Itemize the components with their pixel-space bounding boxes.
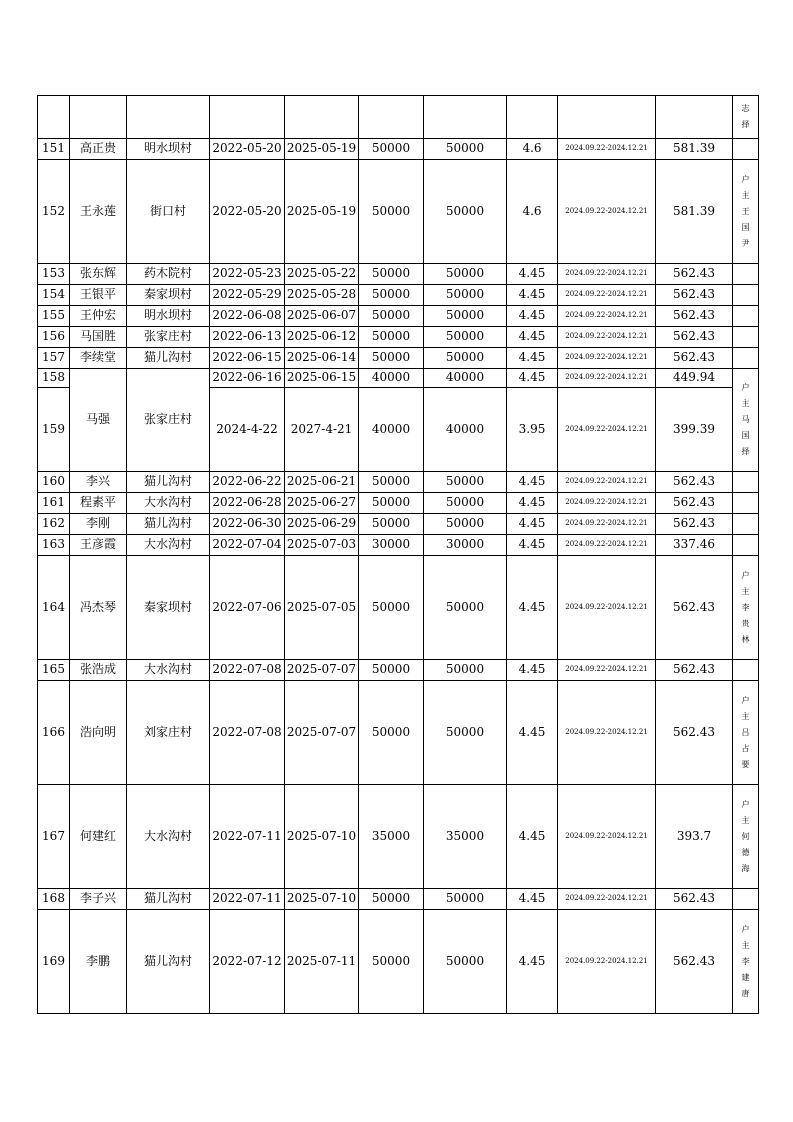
table-row (38, 472, 759, 493)
table-row (38, 348, 759, 369)
cell-balance: 50000 (424, 139, 507, 160)
cell-rate: 4.6 (507, 139, 558, 160)
cell-village: 秦家坝村 (127, 285, 210, 306)
cell-note (733, 285, 759, 306)
cell-note (733, 139, 759, 160)
cell-amount: 50000 (359, 681, 424, 785)
cell-period: 2024.09.22-2024.12.21 (558, 660, 656, 681)
loan-interest-table (37, 95, 759, 1014)
cell-amount: 50000 (359, 556, 424, 660)
table-row (38, 285, 759, 306)
cell-name: 李鹏 (70, 910, 127, 1014)
cell-no: 168 (38, 889, 70, 910)
cell-no: 169 (38, 910, 70, 1014)
cell-period: 2024.09.22-2024.12.21 (558, 785, 656, 889)
cell-no: 156 (38, 327, 70, 348)
cell-amount: 40000 (359, 369, 424, 388)
cell-no: 154 (38, 285, 70, 306)
cell-amount: 35000 (359, 785, 424, 889)
cell-no: 161 (38, 493, 70, 514)
cell-rate: 4.45 (507, 556, 558, 660)
cell-balance: 50000 (424, 681, 507, 785)
cell-interest: 562.43 (656, 556, 733, 660)
cell-amount (359, 96, 424, 139)
cell-period: 2024.09.22-2024.12.21 (558, 472, 656, 493)
cell-end-date: 2025-06-14 (285, 348, 359, 369)
cell-note (733, 472, 759, 493)
cell-no: 157 (38, 348, 70, 369)
cell-period: 2024.09.22-2024.12.21 (558, 910, 656, 1014)
cell-village: 大水沟村 (127, 785, 210, 889)
cell-balance: 50000 (424, 327, 507, 348)
note-char: 择 (741, 120, 750, 129)
cell-no: 152 (38, 160, 70, 264)
note-char: 户 (741, 383, 750, 392)
cell-no: 163 (38, 535, 70, 556)
table-row (38, 889, 759, 910)
note-text (733, 926, 758, 998)
cell-period (558, 96, 656, 139)
cell-interest: 449.94 (656, 369, 733, 388)
cell-rate: 4.45 (507, 493, 558, 514)
note-char: 主 (741, 399, 750, 408)
cell-start-date: 2022-05-20 (210, 160, 285, 264)
cell-interest: 562.43 (656, 306, 733, 327)
note-char: 户 (741, 570, 750, 580)
cell-rate: 4.45 (507, 264, 558, 285)
cell-period: 2024.09.22-2024.12.21 (558, 681, 656, 785)
cell-interest: 581.39 (656, 160, 733, 264)
cell-end-date: 2025-07-07 (285, 681, 359, 785)
cell-end-date: 2027-4-21 (285, 388, 359, 472)
cell-note (733, 306, 759, 327)
cell-period: 2024.09.22-2024.12.21 (558, 348, 656, 369)
cell-start-date: 2022-07-04 (210, 535, 285, 556)
cell-period: 2024.09.22-2024.12.21 (558, 388, 656, 472)
table-row (38, 160, 759, 264)
note-char: 尹 (741, 238, 750, 248)
cell-rate: 4.45 (507, 306, 558, 327)
note-char: 主 (741, 940, 750, 950)
note-char: 王 (741, 206, 750, 216)
cell-village: 猫儿沟村 (127, 889, 210, 910)
cell-end-date: 2025-07-11 (285, 910, 359, 1014)
cell-amount: 50000 (359, 285, 424, 306)
note-char: 主 (741, 711, 750, 721)
cell-interest (656, 96, 733, 139)
cell-balance: 40000 (424, 369, 507, 388)
table-row (38, 139, 759, 160)
table-row (38, 660, 759, 681)
cell-period: 2024.09.22-2024.12.21 (558, 327, 656, 348)
cell-period: 2024.09.22-2024.12.21 (558, 556, 656, 660)
cell-end-date: 2025-07-07 (285, 660, 359, 681)
cell-interest: 562.43 (656, 889, 733, 910)
cell-balance: 50000 (424, 472, 507, 493)
cell-rate: 4.45 (507, 472, 558, 493)
cell-note (733, 348, 759, 369)
cell-no: 167 (38, 785, 70, 889)
cell-amount: 50000 (359, 264, 424, 285)
cell-name: 程素平 (70, 493, 127, 514)
cell-rate: 4.45 (507, 327, 558, 348)
cell-no: 166 (38, 681, 70, 785)
note-char: 林 (741, 634, 750, 644)
note-char: 吕 (741, 727, 750, 737)
note-char: 主 (741, 815, 750, 825)
note-char: 建 (741, 972, 750, 982)
cell-rate: 3.95 (507, 388, 558, 472)
cell-start-date: 2024-4-22 (210, 388, 285, 472)
cell-no: 162 (38, 514, 70, 535)
cell-end-date: 2025-06-15 (285, 369, 359, 388)
cell-period: 2024.09.22-2024.12.21 (558, 514, 656, 535)
cell-name: 冯杰琴 (70, 556, 127, 660)
cell-start-date: 2022-05-20 (210, 139, 285, 160)
cell-note (733, 160, 759, 264)
table-row (38, 910, 759, 1014)
note-text (733, 176, 758, 248)
cell-start-date: 2022-07-12 (210, 910, 285, 1014)
cell-note (733, 369, 759, 472)
note-char: 何 (741, 831, 750, 841)
cell-note (733, 264, 759, 285)
cell-interest: 562.43 (656, 681, 733, 785)
cell-period: 2024.09.22-2024.12.21 (558, 285, 656, 306)
cell-note (733, 681, 759, 785)
cell-rate (507, 96, 558, 139)
cell-end-date: 2025-07-05 (285, 556, 359, 660)
cell-name: 王永莲 (70, 160, 127, 264)
note-char: 要 (741, 759, 750, 769)
table-row (38, 306, 759, 327)
cell-rate: 4.45 (507, 681, 558, 785)
cell-note (733, 910, 759, 1014)
note-char: 志 (741, 104, 750, 113)
cell-end-date: 2025-07-03 (285, 535, 359, 556)
cell-end-date: 2025-06-27 (285, 493, 359, 514)
cell-name: 浩向明 (70, 681, 127, 785)
table-row (38, 493, 759, 514)
note-char: 择 (741, 447, 750, 456)
note-char: 德 (741, 847, 750, 857)
cell-balance: 50000 (424, 910, 507, 1014)
cell-name: 李子兴 (70, 889, 127, 910)
cell-name: 王银平 (70, 285, 127, 306)
cell-name: 马国胜 (70, 327, 127, 348)
cell-period: 2024.09.22-2024.12.21 (558, 139, 656, 160)
cell-village: 药木院村 (127, 264, 210, 285)
table-row (38, 96, 759, 139)
cell-period: 2024.09.22-2024.12.21 (558, 493, 656, 514)
cell-period: 2024.09.22-2024.12.21 (558, 264, 656, 285)
note-text (733, 384, 758, 456)
cell-interest: 562.43 (656, 493, 733, 514)
note-char: 国 (741, 431, 750, 440)
cell-name: 高正贵 (70, 139, 127, 160)
note-char: 海 (741, 863, 750, 873)
cell-rate: 4.45 (507, 889, 558, 910)
cell-end-date: 2025-07-10 (285, 889, 359, 910)
note-char: 户 (741, 174, 750, 184)
cell-name: 张浩成 (70, 660, 127, 681)
cell-village: 大水沟村 (127, 660, 210, 681)
cell-start-date: 2022-06-16 (210, 369, 285, 388)
cell-interest: 337.46 (656, 535, 733, 556)
cell-rate: 4.45 (507, 535, 558, 556)
cell-village: 大水沟村 (127, 535, 210, 556)
cell-village (127, 96, 210, 139)
cell-start-date: 2022-06-13 (210, 327, 285, 348)
cell-balance (424, 96, 507, 139)
cell-period: 2024.09.22-2024.12.21 (558, 535, 656, 556)
table-row (38, 535, 759, 556)
cell-rate: 4.45 (507, 910, 558, 1014)
cell-village: 大水沟村 (127, 493, 210, 514)
note-text (733, 697, 758, 769)
cell-start-date: 2022-07-08 (210, 681, 285, 785)
cell-village: 猫儿沟村 (127, 348, 210, 369)
note-char: 贵 (741, 618, 750, 628)
cell-name: 王彦霞 (70, 535, 127, 556)
cell-start-date: 2022-06-28 (210, 493, 285, 514)
cell-no: 155 (38, 306, 70, 327)
cell-balance: 50000 (424, 889, 507, 910)
note-char: 李 (741, 956, 750, 966)
cell-name: 马强 (70, 369, 127, 472)
cell-balance: 50000 (424, 493, 507, 514)
cell-balance: 50000 (424, 264, 507, 285)
cell-period: 2024.09.22-2024.12.21 (558, 889, 656, 910)
cell-balance: 50000 (424, 660, 507, 681)
cell-village: 秦家坝村 (127, 556, 210, 660)
cell-note (733, 96, 759, 139)
cell-balance: 50000 (424, 348, 507, 369)
cell-amount: 50000 (359, 160, 424, 264)
cell-start-date: 2022-07-11 (210, 785, 285, 889)
cell-rate: 4.45 (507, 348, 558, 369)
cell-balance: 35000 (424, 785, 507, 889)
cell-name: 李续堂 (70, 348, 127, 369)
cell-note (733, 535, 759, 556)
cell-note (733, 785, 759, 889)
cell-start-date: 2022-07-08 (210, 660, 285, 681)
cell-name: 李刚 (70, 514, 127, 535)
note-char: 户 (741, 799, 750, 809)
cell-no: 153 (38, 264, 70, 285)
cell-start-date: 2022-06-22 (210, 472, 285, 493)
cell-village: 明水坝村 (127, 306, 210, 327)
cell-village: 张家庄村 (127, 369, 210, 472)
cell-interest: 562.43 (656, 472, 733, 493)
cell-balance: 30000 (424, 535, 507, 556)
cell-balance: 50000 (424, 285, 507, 306)
cell-end-date: 2025-05-22 (285, 264, 359, 285)
note-char: 主 (741, 586, 750, 596)
cell-start-date: 2022-06-30 (210, 514, 285, 535)
cell-amount: 50000 (359, 139, 424, 160)
cell-start-date (210, 96, 285, 139)
cell-end-date: 2025-06-29 (285, 514, 359, 535)
cell-rate: 4.45 (507, 285, 558, 306)
cell-end-date: 2025-05-19 (285, 160, 359, 264)
cell-end-date: 2025-06-21 (285, 472, 359, 493)
cell-balance: 50000 (424, 306, 507, 327)
note-char: 户 (741, 924, 750, 934)
cell-village: 刘家庄村 (127, 681, 210, 785)
cell-village: 明水坝村 (127, 139, 210, 160)
cell-name: 张东辉 (70, 264, 127, 285)
cell-start-date: 2022-07-11 (210, 889, 285, 910)
cell-no: 164 (38, 556, 70, 660)
cell-end-date: 2025-06-12 (285, 327, 359, 348)
table-row (38, 327, 759, 348)
note-char: 李 (741, 602, 750, 612)
cell-period: 2024.09.22-2024.12.21 (558, 369, 656, 388)
cell-amount: 40000 (359, 388, 424, 472)
note-char: 唐 (741, 988, 750, 998)
cell-amount: 50000 (359, 306, 424, 327)
cell-rate: 4.45 (507, 785, 558, 889)
cell-end-date: 2025-06-07 (285, 306, 359, 327)
cell-start-date: 2022-06-08 (210, 306, 285, 327)
cell-interest: 399.39 (656, 388, 733, 472)
note-char: 户 (741, 695, 750, 705)
cell-interest: 562.43 (656, 327, 733, 348)
table-row (38, 556, 759, 660)
cell-interest: 562.43 (656, 910, 733, 1014)
cell-end-date: 2025-07-10 (285, 785, 359, 889)
cell-balance: 50000 (424, 514, 507, 535)
cell-start-date: 2022-05-23 (210, 264, 285, 285)
note-char: 马 (741, 415, 750, 424)
cell-rate: 4.6 (507, 160, 558, 264)
cell-amount: 50000 (359, 889, 424, 910)
cell-amount: 30000 (359, 535, 424, 556)
cell-no (38, 96, 70, 139)
table-row (38, 785, 759, 889)
cell-interest: 562.43 (656, 285, 733, 306)
cell-name: 王仲宏 (70, 306, 127, 327)
cell-note (733, 556, 759, 660)
note-text (733, 105, 758, 129)
cell-interest: 562.43 (656, 660, 733, 681)
note-text (733, 801, 758, 873)
table-row (38, 264, 759, 285)
cell-start-date: 2022-05-29 (210, 285, 285, 306)
cell-amount: 50000 (359, 472, 424, 493)
cell-interest: 581.39 (656, 139, 733, 160)
cell-interest: 562.43 (656, 514, 733, 535)
table-row (38, 369, 759, 388)
cell-end-date: 2025-05-28 (285, 285, 359, 306)
cell-amount: 50000 (359, 493, 424, 514)
cell-balance: 50000 (424, 556, 507, 660)
table-row (38, 681, 759, 785)
cell-village: 猫儿沟村 (127, 514, 210, 535)
cell-amount: 50000 (359, 327, 424, 348)
cell-rate: 4.45 (507, 369, 558, 388)
cell-start-date: 2022-07-06 (210, 556, 285, 660)
cell-end-date (285, 96, 359, 139)
note-text (733, 572, 758, 644)
cell-no: 151 (38, 139, 70, 160)
cell-period: 2024.09.22-2024.12.21 (558, 306, 656, 327)
cell-amount: 50000 (359, 514, 424, 535)
note-char: 国 (741, 222, 750, 232)
cell-no: 158 (38, 369, 70, 388)
cell-balance: 50000 (424, 160, 507, 264)
cell-note (733, 493, 759, 514)
cell-note (733, 514, 759, 535)
cell-village: 张家庄村 (127, 327, 210, 348)
cell-interest: 562.43 (656, 348, 733, 369)
cell-village: 猫儿沟村 (127, 472, 210, 493)
cell-amount: 50000 (359, 910, 424, 1014)
cell-name: 何建红 (70, 785, 127, 889)
cell-note (733, 889, 759, 910)
cell-no: 159 (38, 388, 70, 472)
cell-no: 160 (38, 472, 70, 493)
cell-end-date: 2025-05-19 (285, 139, 359, 160)
cell-amount: 50000 (359, 660, 424, 681)
cell-village: 猫儿沟村 (127, 910, 210, 1014)
cell-rate: 4.45 (507, 514, 558, 535)
cell-name (70, 96, 127, 139)
cell-start-date: 2022-06-15 (210, 348, 285, 369)
cell-village: 街口村 (127, 160, 210, 264)
cell-period: 2024.09.22-2024.12.21 (558, 160, 656, 264)
table-row (38, 514, 759, 535)
cell-note (733, 660, 759, 681)
cell-balance: 40000 (424, 388, 507, 472)
note-char: 主 (741, 190, 750, 200)
cell-interest: 562.43 (656, 264, 733, 285)
cell-no: 165 (38, 660, 70, 681)
note-char: 占 (741, 743, 750, 753)
cell-amount: 50000 (359, 348, 424, 369)
cell-interest: 393.7 (656, 785, 733, 889)
cell-rate: 4.45 (507, 660, 558, 681)
cell-note (733, 327, 759, 348)
cell-name: 李兴 (70, 472, 127, 493)
